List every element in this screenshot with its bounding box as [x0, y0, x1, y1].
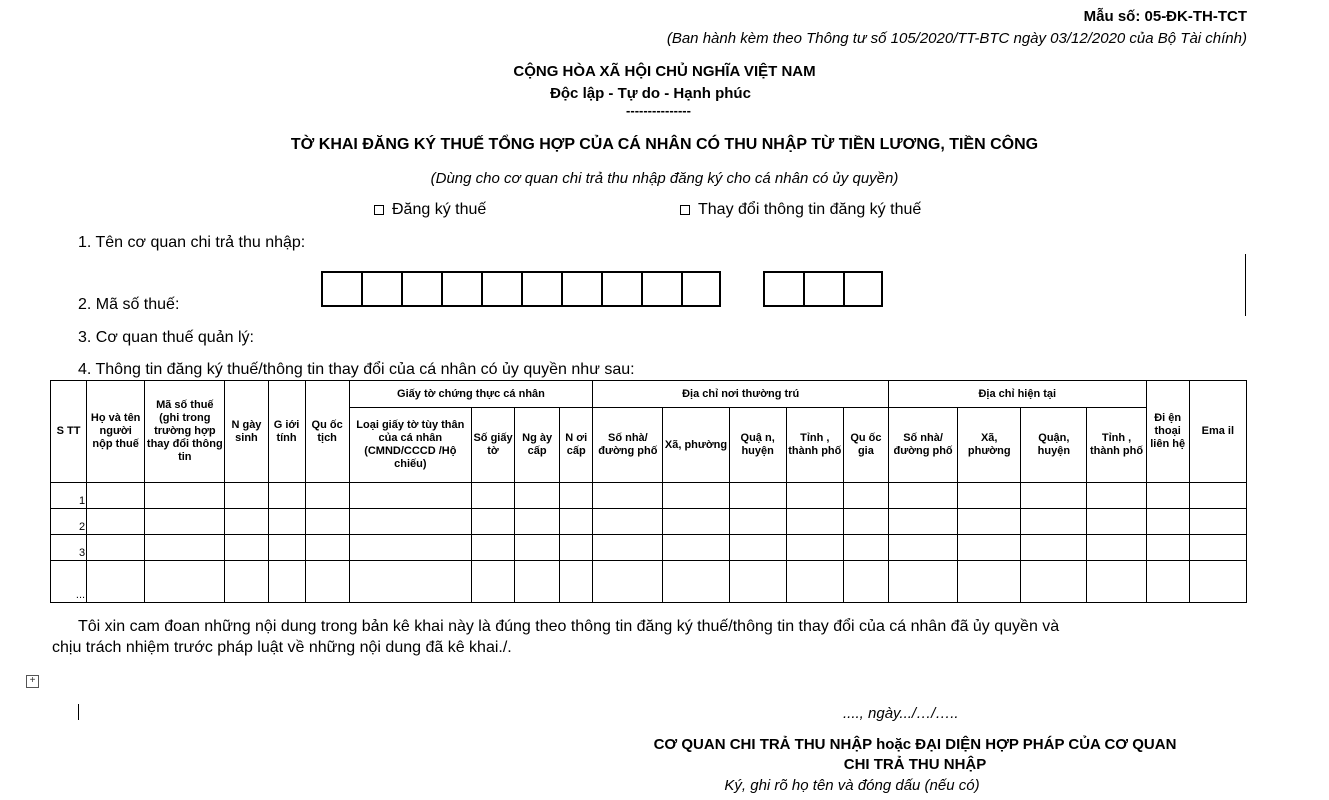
signer-title-1: CƠ QUAN CHI TRẢ THU NHẬP hoặc ĐẠI DIỆN HỢP PHÁP CỦA CƠ QUAN — [653, 736, 1177, 753]
group-current-address: Địa chỉ hiện tại — [888, 381, 1146, 408]
nation-name: CỘNG HÒA XÃ HỘI CHỦ NGHĨA VIỆT NAM — [513, 63, 816, 80]
col-name: Họ và tên người nộp thuế — [87, 381, 145, 483]
option-register-label: Đăng ký thuế — [392, 201, 487, 218]
col-tax-code: Mã số thuế (ghi trong trường hợp thay đổi thông tin — [145, 381, 225, 483]
col-dob: N gày sinh — [225, 381, 268, 483]
row-number: 1 — [51, 483, 87, 509]
col-curr-ward: Xã, phường — [958, 408, 1021, 483]
col-curr-street: Số nhà/ đường phố — [888, 408, 957, 483]
option-change-label: Thay đổi thông tin đăng ký thuế — [698, 201, 922, 218]
registration-table — [50, 380, 1247, 603]
field-payer-name: 1. Tên cơ quan chi trả thu nhập: — [78, 234, 306, 251]
col-gender: G iới tính — [268, 381, 305, 483]
sign-note: Ký, ghi rõ họ tên và đóng dấu (nếu có) — [724, 777, 980, 794]
tax-digit-box[interactable] — [521, 271, 561, 307]
tax-code-boxes-main[interactable] — [321, 271, 721, 307]
option-change[interactable] — [680, 201, 921, 219]
field-tax-office: 3. Cơ quan thuế quản lý: — [78, 329, 254, 346]
col-phone: Đi ện thoại liên hệ — [1146, 381, 1189, 483]
form-subtitle: (Dùng cho cơ quan chi trả thu nhập đăng ký cho cá nhân có ủy quyền) — [430, 170, 899, 187]
field-tax-code: 2. Mã số thuế: — [78, 296, 180, 313]
issuance-note: (Ban hành kèm theo Thông tư số 105/2020/TT-BTC ngày 03/12/2020 của Bộ Tài chính) — [666, 30, 1247, 47]
row-number: ... — [51, 561, 87, 603]
table-row — [51, 561, 1247, 603]
col-doc-type: Loại giấy tờ tùy thân của cá nhân (CMND/CCCD /Hộ chiếu) — [349, 408, 471, 483]
table-row — [51, 483, 1247, 509]
declaration-line-2: chịu trách nhiệm trước pháp luật về những nội dung đã kê khai./. — [52, 639, 512, 656]
form-number: Mẫu số: 05-ĐK-TH-TCT — [1083, 8, 1247, 25]
tax-code-boxes-suffix[interactable] — [763, 271, 883, 307]
tax-digit-box[interactable] — [361, 271, 401, 307]
col-perm-country: Qu ốc gia — [843, 408, 888, 483]
date-line: ...., ngày.../…/….. — [843, 705, 959, 722]
declaration-line-1: Tôi xin cam đoan những nội dung trong bản kê khai này là đúng theo thông tin đăng ký thuế/thông tin thay đổi của cá nhân đã ủy quyền và — [78, 618, 1060, 635]
table-move-icon[interactable]: + — [26, 675, 39, 688]
motto-divider: --------------- — [626, 103, 691, 118]
tax-suffix-box[interactable] — [843, 271, 883, 307]
margin-line — [1245, 254, 1246, 316]
tax-digit-box[interactable] — [481, 271, 521, 307]
col-perm-district: Quậ n, huyện — [729, 408, 786, 483]
tax-digit-box[interactable] — [561, 271, 601, 307]
tax-digit-box[interactable] — [601, 271, 641, 307]
table-row — [51, 535, 1247, 561]
signer-title-2: CHI TRẢ THU NHẬP — [843, 756, 987, 773]
col-nationality: Qu ốc tịch — [305, 381, 349, 483]
option-register[interactable] — [374, 201, 486, 219]
row-number: 3 — [51, 535, 87, 561]
tax-suffix-box[interactable] — [763, 271, 803, 307]
register-checkbox[interactable] — [374, 205, 384, 215]
motto: Độc lập - Tự do - Hạnh phúc — [550, 85, 751, 102]
col-curr-province: Tỉnh , thành phố — [1087, 408, 1146, 483]
tax-digit-box[interactable] — [641, 271, 681, 307]
col-email: Ema il — [1189, 381, 1246, 483]
col-stt: S TT — [51, 381, 87, 483]
col-perm-ward: Xã, phường — [663, 408, 729, 483]
form-title: TỜ KHAI ĐĂNG KÝ THUẾ TỔNG HỢP CỦA CÁ NHÂN CÓ THU NHẬP TỪ TIỀN LƯƠNG, TIỀN CÔNG — [290, 136, 1039, 153]
col-curr-district: Quận, huyện — [1021, 408, 1087, 483]
table-row — [51, 509, 1247, 535]
group-permanent-address: Địa chỉ nơi thường trú — [593, 381, 889, 408]
tax-digit-box[interactable] — [681, 271, 721, 307]
tax-digit-box[interactable] — [401, 271, 441, 307]
col-doc-place: N ơi cấp — [560, 408, 593, 483]
tax-digit-box[interactable] — [441, 271, 481, 307]
col-perm-province: Tỉnh , thành phố — [786, 408, 843, 483]
group-id-document: Giấy tờ chứng thực cá nhân — [349, 381, 593, 408]
col-doc-number: Số giấy tờ — [471, 408, 514, 483]
row-number: 2 — [51, 509, 87, 535]
tax-suffix-box[interactable] — [803, 271, 843, 307]
col-doc-date: Ng ày cấp — [515, 408, 560, 483]
text-cursor — [78, 704, 79, 720]
tax-digit-box[interactable] — [321, 271, 361, 307]
change-checkbox[interactable] — [680, 205, 690, 215]
field-info-intro: 4. Thông tin đăng ký thuế/thông tin thay đổi của cá nhân có ủy quyền như sau: — [78, 361, 635, 378]
col-perm-street: Số nhà/đường phố — [593, 408, 663, 483]
